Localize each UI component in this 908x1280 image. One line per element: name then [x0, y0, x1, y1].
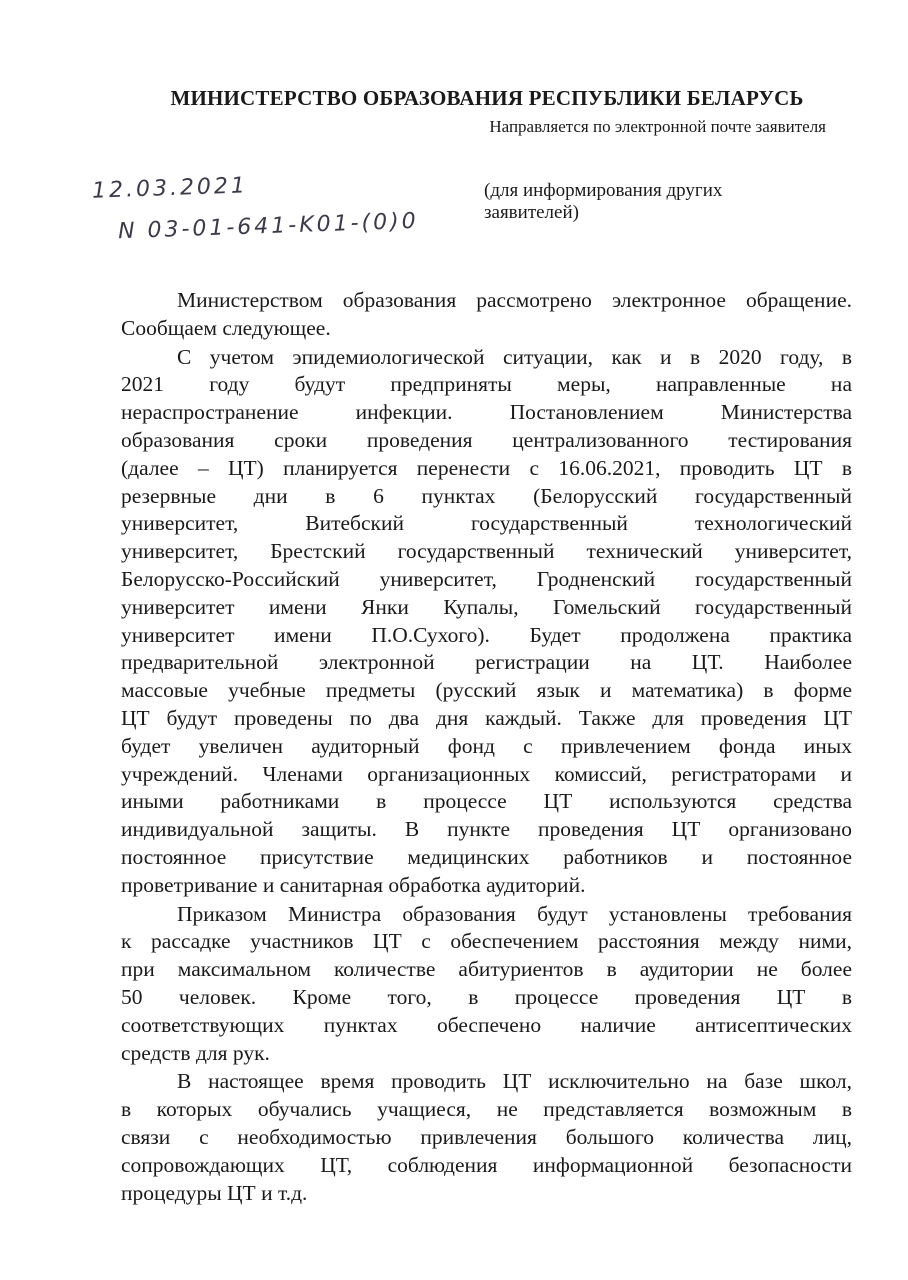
paragraph	[121, 1068, 852, 1207]
text-line: Белорусско-Российский университет, Гродненский государственный	[121, 566, 852, 591]
info-note	[484, 180, 722, 224]
info-note-line: заявителей)	[484, 202, 579, 223]
paragraph	[121, 287, 852, 343]
paragraph	[121, 344, 852, 900]
text-line: университет имени Янки Купалы, Гомельский государственный	[121, 594, 852, 619]
text-line: (далее – ЦТ) планируется перенести с 16.06.2021, проводить ЦТ в	[121, 455, 852, 480]
handwritten-reg-number: N 03-01-641-K01-(0)0	[117, 208, 420, 245]
text-line: в которых обучались учащиеся, не представляется возможным в	[121, 1097, 852, 1122]
letter-body	[121, 287, 852, 1208]
text-line: индивидуальной защиты. В пункте проведения ЦТ организовано	[121, 817, 852, 842]
text-line: университет, Витебский государственный технологический	[121, 511, 852, 536]
text-line: учреждений. Членами организационных комиссий, регистраторами и	[121, 761, 852, 786]
text-line: Сообщаем следующее.	[121, 315, 331, 340]
text-line: Приказом Министра образования будут установлены требования	[177, 901, 852, 926]
text-line: связи с необходимостью привлечения большого количества лиц,	[121, 1124, 852, 1149]
text-line: образования сроки проведения централизованного тестирования	[121, 427, 852, 452]
text-line: нераспространение инфекции. Постановлением Министерства	[121, 400, 852, 425]
ministry-heading: МИНИСТЕРСТВО ОБРАЗОВАНИЯ РЕСПУБЛИКИ БЕЛАРУСЬ	[170, 86, 804, 110]
text-line: проветривание и санитарная обработка аудиторий.	[121, 872, 586, 897]
text-line: С учетом эпидемиологической ситуации, как и в 2020 году, в	[177, 344, 852, 369]
text-line: сопровождающих ЦТ, соблюдения информационной безопасности	[121, 1152, 852, 1177]
text-line: иными работниками в процессе ЦТ используются средства	[121, 789, 852, 814]
text-line: ЦТ будут проведены по два дня каждый. Также для проведения ЦТ	[121, 705, 852, 730]
text-line: к рассадке участников ЦТ с обеспечением расстояния между ними,	[121, 929, 852, 954]
text-line: университет имени П.О.Сухого). Будет продолжена практика	[121, 622, 852, 647]
text-line: будет увеличен аудиторный фонд с привлечением фонда иных	[121, 733, 852, 758]
handwritten-date: 12.03.2021	[91, 173, 249, 204]
text-line: университет, Брестский государственный технический университет,	[121, 539, 852, 564]
info-note-line: (для информирования других	[484, 180, 723, 201]
text-line: средств для рук.	[121, 1040, 270, 1065]
text-line: соответствующих пунктах обеспечено наличие антисептических	[121, 1012, 852, 1037]
text-line: постоянное присутствие медицинских работников и постоянное	[121, 844, 852, 869]
text-line: процедуры ЦТ и т.д.	[121, 1180, 308, 1205]
paragraph	[121, 901, 852, 1068]
text-line: 50 человек. Кроме того, в процессе проведения ЦТ в	[121, 984, 852, 1009]
text-line: массовые учебные предметы (русский язык и математика) в форме	[121, 678, 852, 703]
delivery-note: Направляется по электронной почте заявителя	[489, 117, 826, 136]
text-line: резервные дни в 6 пунктах (Белорусский государственный	[121, 483, 852, 508]
text-line: предварительной электронной регистрации на ЦТ. Наиболее	[121, 650, 852, 675]
text-line: В настоящее время проводить ЦТ исключительно на базе школ,	[177, 1069, 852, 1094]
text-line: 2021 году будут предприняты меры, направленные на	[121, 372, 852, 397]
text-line: при максимальном количестве абитуриентов в аудитории не более	[121, 957, 852, 982]
text-line: Министерством образования рассмотрено электронное обращение.	[177, 288, 852, 312]
